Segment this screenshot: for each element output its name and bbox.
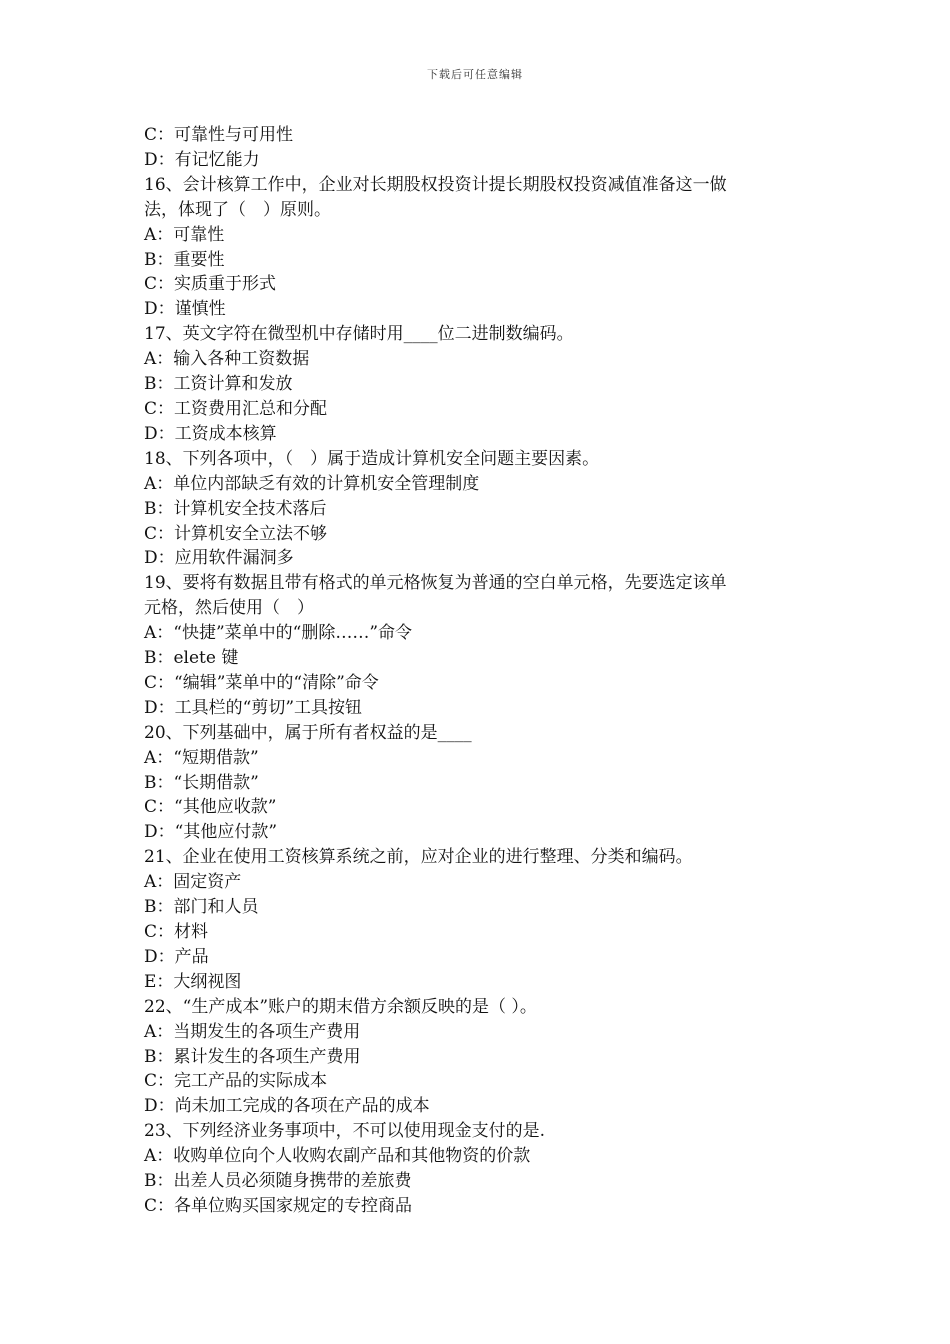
option-line: A：单位内部缺乏有效的计算机安全管理制度 [144, 473, 480, 494]
option-line: B：elete 键 [144, 648, 239, 669]
question-line: 21、企业在使用工资核算系统之前，应对企业的进行整理、分类和编码。 [144, 847, 693, 868]
question-line: 17、英文字符在微型机中存储时用____位二进制数编码。 [144, 324, 574, 345]
question-line: 18、下列各项中，（ ）属于造成计算机安全问题主要因素。 [144, 448, 600, 469]
option-line: C：“编辑”菜单中的“清除”命令 [144, 672, 379, 693]
option-line: B：部门和人员 [144, 897, 259, 918]
option-line: D：有记忆能力 [144, 149, 260, 170]
question-line: 23、下列经济业务事项中，不可以使用现金支付的是. [144, 1121, 546, 1142]
option-line: C：可靠性与可用性 [144, 125, 294, 145]
option-line: B：“长期借款” [144, 772, 259, 793]
question-line: 22、“生产成本”账户的期末借方余额反映的是（ ）。 [144, 996, 537, 1017]
question-line: 法，体现了（ ）原则。 [144, 199, 331, 220]
option-line: D：谨慎性 [144, 299, 226, 320]
document-body [144, 123, 812, 1219]
option-line: D：工具栏的“剪切”工具按钮 [144, 697, 363, 718]
question-line: 19、要将有数据且带有格式的单元格恢复为普通的空白单元格，先要选定该单 [144, 573, 727, 594]
option-line: B：出差人员必须随身携带的差旅费 [144, 1171, 412, 1192]
option-line: C：计算机安全立法不够 [144, 523, 328, 544]
question-line: 元格，然后使用（ ） [144, 598, 314, 619]
option-line: A：“短期借款” [144, 747, 259, 768]
option-line: A：收购单位向个人收购农副产品和其他物资的价款 [144, 1146, 531, 1167]
option-line: C：工资费用汇总和分配 [144, 398, 328, 419]
option-line: D：产品 [144, 946, 209, 967]
option-line: C：完工产品的实际成本 [144, 1071, 328, 1092]
question-line: 20、下列基础中，属于所有者权益的是____ [144, 722, 472, 743]
option-line: C：“其他应收款” [144, 797, 277, 818]
option-line: A：固定资产 [144, 872, 242, 893]
option-line: D：工资成本核算 [144, 423, 277, 444]
option-line: E：大纲视图 [144, 971, 242, 992]
option-line: A：当期发生的各项生产费用 [144, 1021, 361, 1042]
option-line: D：应用软件漏洞多 [144, 548, 294, 569]
option-line: B：计算机安全技术落后 [144, 498, 327, 519]
option-line: B：工资计算和发放 [144, 374, 293, 395]
option-line: B：重要性 [144, 249, 225, 270]
question-line: 16、会计核算工作中，企业对长期股权投资计提长期股权投资减值准备这一做 [144, 174, 727, 195]
option-line: A：可靠性 [144, 224, 225, 245]
option-line: B：累计发生的各项生产费用 [144, 1046, 361, 1067]
option-line: A：“快捷”菜单中的“删除……”命令 [144, 623, 413, 644]
option-line: C：实质重于形式 [144, 274, 277, 295]
page-header: 下载后可任意编辑 [427, 68, 523, 81]
option-line: C：各单位购买国家规定的专控商品 [144, 1195, 413, 1216]
option-line: D：尚未加工完成的各项在产品的成本 [144, 1096, 430, 1117]
option-line: A：输入各种工资数据 [144, 349, 310, 370]
option-line: C：材料 [144, 922, 209, 942]
option-line: D：“其他应付款” [144, 822, 278, 843]
